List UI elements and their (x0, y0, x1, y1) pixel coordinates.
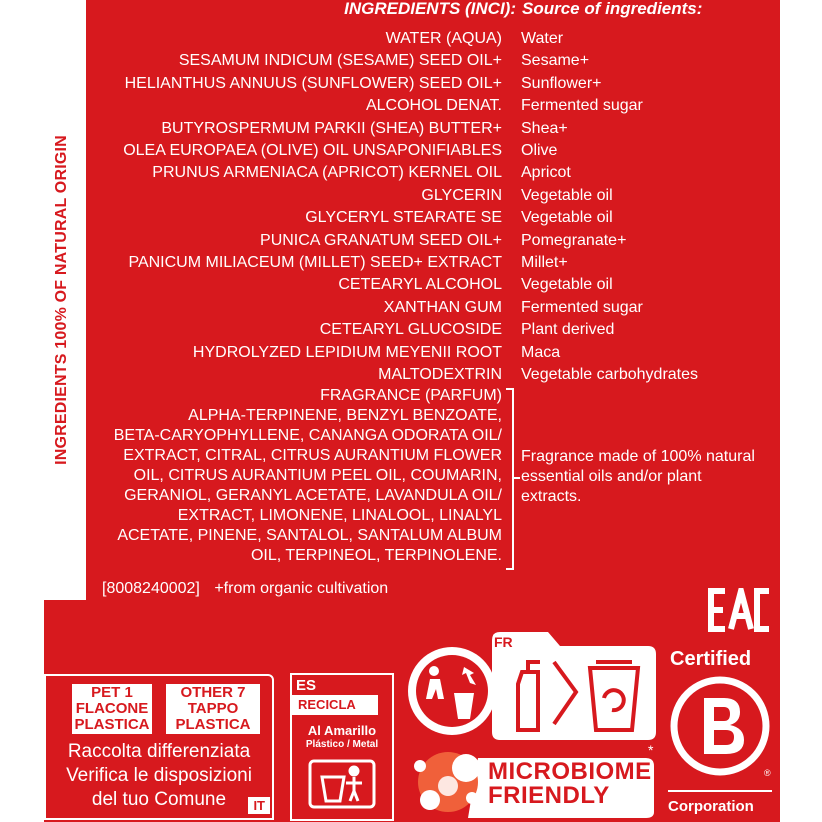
bin-material: Plástico / Metal (305, 739, 379, 750)
ingredient-source: Vegetable oil (521, 209, 613, 227)
ingredient-row (0, 140, 822, 162)
ingredient-row (0, 342, 822, 364)
ingredient-row (0, 162, 822, 184)
ingredient-row (0, 73, 822, 95)
ingredient-source: Millet+ (521, 254, 568, 271)
ingredient-source: Maca (521, 343, 561, 361)
ingredient-source: Apricot (521, 164, 571, 182)
fragrance-line: EXTRACT, LIMONENE, LINALOOL, LINALYL (177, 507, 502, 524)
footer-line (102, 578, 398, 600)
inci-header: INGREDIENTS (INCI): (344, 0, 516, 18)
microbiome-asterisk: * (648, 742, 654, 758)
ingredient-inci: CETEARYL GLUCOSIDE (319, 321, 502, 339)
ingredient-inci: BUTYROSPERMUM PARKII (SHEA) BUTTER+ (161, 119, 502, 137)
tidyman-recycle-icon (404, 643, 500, 739)
ingredient-source: Pomegranate+ (521, 231, 627, 249)
organic-note: +from organic cultivation (214, 580, 389, 597)
fr-triman-icon (492, 632, 656, 740)
ingredient-inci: GLYCERYL STEARATE SE (305, 209, 502, 227)
fragrance-line: GERANIOL, GERANYL ACETATE, LAVANDULA OIL/ (124, 487, 502, 504)
ingredient-inci: ALCOHOL DENAT. (365, 97, 502, 115)
ingredient-source: Water (521, 30, 564, 47)
ingredient-source: Olive (521, 142, 558, 159)
ingredient-source: Vegetable oil (521, 276, 613, 294)
pet1-badge: PET 1 FLACONE PLASTICA (72, 684, 152, 734)
ingredient-row (0, 274, 822, 296)
ingredient-inci: WATER (AQUA) (385, 30, 502, 47)
ingredient-row (0, 50, 822, 72)
ingredient-row (0, 230, 822, 252)
ingredient-inci: GLYCERIN (421, 186, 502, 204)
fragrance-ingredients (82, 386, 502, 566)
ingredient-inci: CETEARYL ALCOHOL (338, 276, 502, 294)
fragrance-source (521, 447, 781, 507)
ingredient-row (0, 118, 822, 140)
fragrance-line: ACETATE, PINENE, SANTALOL, SANTALUM ALBUM (117, 527, 502, 544)
ingredient-inci: HELIANTHUS ANNUUS (SUNFLOWER) SEED OIL+ (124, 74, 502, 92)
ingredient-inci: OLEA EUROPAEA (OLIVE) OIL UNSAPONIFIABLES (123, 142, 502, 159)
bcorp-corporation-label: Corporation (668, 798, 754, 815)
country-label-fr: FR (494, 634, 513, 650)
recycling-info-es (290, 673, 394, 821)
ingredient-inci: PUNICA GRANATUM SEED OIL+ (260, 231, 502, 249)
source-header: Source of ingredients: (522, 0, 703, 18)
fragrance-bracket-tick (512, 477, 520, 479)
ingredient-source: Vegetable carbohydrates (521, 366, 699, 383)
ingredient-source: Fermented sugar (521, 298, 643, 316)
ingredient-inci: PANICUM MILIACEUM (MILLET) SEED+ EXTRACT (128, 254, 502, 271)
recycling-instructions: Raccolta differenziata Verifica le disposizioni del tuo Comune (66, 741, 252, 810)
microbiome-text: MICROBIOME FRIENDLY (488, 758, 652, 809)
ingredient-inci: SESAMUM INDICUM (SESAME) SEED OIL+ (178, 52, 502, 70)
bcorp-divider (668, 790, 772, 792)
other7-badge: OTHER 7 TAPPO PLASTICA (166, 684, 260, 734)
ingredient-row (0, 185, 822, 207)
fragrance-line: EXTRACT, CITRAL, CITRUS AURANTIUM FLOWER (123, 447, 502, 464)
country-label-es: ES (296, 677, 317, 694)
ingredient-inci: XANTHAN GUM (383, 298, 502, 316)
fragrance-source-line: essential oils and/or plant (521, 468, 702, 485)
ingredient-source: Plant derived (521, 321, 615, 339)
ingredient-source: Fermented sugar (521, 97, 643, 115)
ingredient-row (0, 364, 822, 386)
registered-mark: ® (764, 768, 771, 778)
ingredient-source: Vegetable oil (521, 186, 613, 204)
ingredient-row (0, 28, 822, 50)
ingredient-row (0, 252, 822, 274)
recycling-bin-icon (306, 757, 378, 811)
fragrance-line: BETA-CARYOPHYLLENE, CANANGA ODORATA OIL/ (113, 427, 502, 444)
fragrance-source-line: Fragrance made of 100% natural (521, 448, 755, 465)
bcorp-certified-label: Certified (670, 648, 752, 670)
ingredient-row (0, 207, 822, 229)
product-code: [8008240002] (102, 580, 200, 597)
ingredient-inci: HYDROLYZED LEPIDIUM MEYENII ROOT (192, 343, 502, 361)
b-corp-logo-icon (668, 674, 772, 778)
ingredient-source: Sunflower+ (521, 74, 602, 92)
country-badge-it: IT (248, 797, 270, 814)
ingredient-inci: MALTODEXTRIN (378, 366, 502, 383)
fragrance-source-line: extracts. (521, 488, 582, 505)
fragrance-line: ALPHA-TERPINENE, BENZYL BENZOATE, (188, 407, 502, 424)
ingredient-inci: PRUNUS ARMENIACA (APRICOT) KERNEL OIL (152, 164, 502, 182)
fragrance-line: FRAGRANCE (PARFUM) (320, 387, 502, 404)
recicla-banner: RECICLA (292, 695, 378, 715)
ingredient-source: Sesame+ (521, 52, 590, 70)
eac-mark-icon (707, 588, 771, 632)
recycling-info-it (44, 674, 274, 820)
fragrance-line: OIL, CITRUS AURANTIUM PEEL OIL, COUMARIN, (133, 467, 502, 484)
fragrance-line: OIL, TERPINEOL, TERPINOLENE. (250, 547, 502, 564)
ingredient-row (0, 319, 822, 341)
ingredient-source: Shea+ (521, 119, 568, 137)
fragrance-bracket (506, 388, 514, 570)
bin-color: Al Amarillo (307, 723, 377, 738)
ingredient-row (0, 297, 822, 319)
vertical-title: INGREDIENTS 100% OF NATURAL ORIGIN (53, 135, 70, 465)
ingredient-row (0, 95, 822, 117)
